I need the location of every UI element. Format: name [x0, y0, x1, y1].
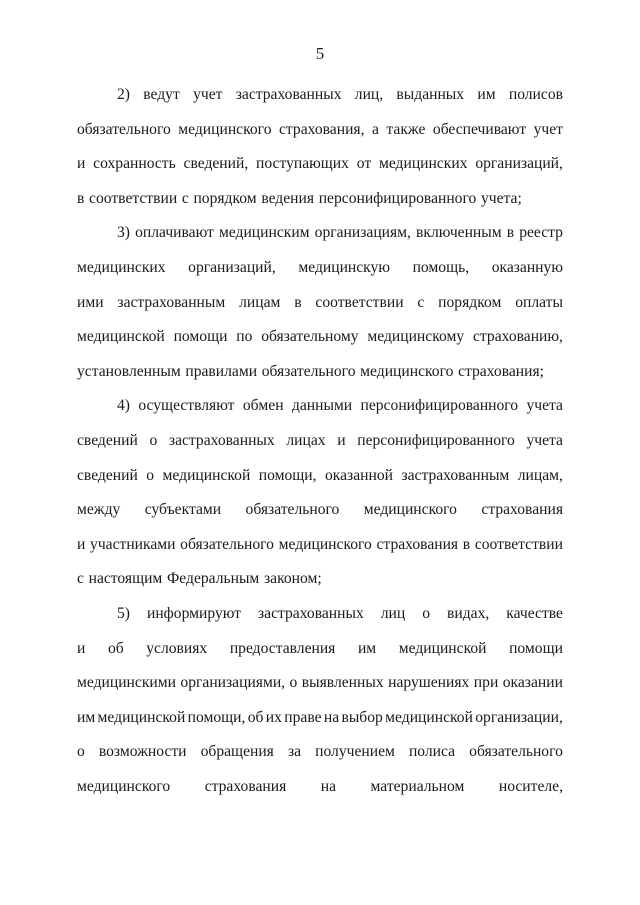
word: сведений — [77, 431, 138, 449]
word: медицинских — [77, 258, 166, 276]
text-line — [77, 320, 563, 355]
word: законом; — [263, 570, 322, 588]
word: соответствии — [315, 293, 404, 311]
word: страхованию, — [472, 328, 563, 346]
word: помощь, — [412, 258, 470, 276]
word: лицам, — [517, 466, 563, 484]
text-line — [77, 424, 563, 459]
word: о — [149, 431, 158, 449]
word: обязательного — [180, 535, 274, 553]
word: обеспечивают — [432, 120, 527, 138]
word: медицинскую — [298, 258, 390, 276]
word: при — [473, 674, 499, 692]
word: получением — [315, 743, 395, 761]
word: выданных — [396, 86, 465, 103]
text-line — [77, 666, 563, 701]
word: выявленных — [301, 674, 384, 692]
word: 5) — [117, 604, 130, 622]
word: о — [77, 743, 85, 761]
word: лиц — [380, 604, 406, 622]
word: обязательного — [245, 501, 340, 519]
word: им — [477, 86, 496, 103]
word: медицинского — [363, 501, 457, 519]
word: обязательного — [469, 743, 563, 761]
word: страхования; — [458, 362, 544, 380]
word: соответствии — [474, 535, 563, 553]
word: участниками — [90, 535, 176, 553]
word: о — [146, 466, 155, 484]
text-line — [77, 113, 563, 148]
word: организаций, — [188, 258, 276, 276]
word: от — [356, 155, 372, 173]
word: между — [77, 501, 121, 519]
word: учета — [526, 397, 563, 415]
word: обязательному — [261, 328, 359, 346]
word: в — [77, 189, 85, 207]
word: материальном — [370, 777, 465, 795]
word: по — [236, 328, 253, 346]
word: на — [323, 708, 340, 726]
word: с — [417, 293, 425, 311]
word: застрахованным — [401, 466, 510, 484]
word: соответствии — [89, 189, 178, 207]
word: медицинской — [385, 708, 473, 726]
word: персонифицированного — [357, 431, 515, 449]
word: предоставления — [229, 639, 336, 657]
word: медицинских — [378, 155, 468, 173]
paragraph — [77, 78, 563, 216]
word: лиц, — [354, 86, 384, 103]
word: страхования — [481, 501, 563, 519]
text-line — [77, 78, 563, 113]
word: медицинскими — [77, 674, 176, 692]
text-line — [77, 389, 563, 424]
word: видах, — [447, 604, 490, 622]
word: полиса — [408, 743, 456, 761]
word: праве — [284, 708, 322, 726]
page-number: 5 — [315, 44, 325, 63]
word: обязательного — [77, 120, 171, 138]
word: застрахованных — [235, 86, 342, 103]
word: 4) — [117, 397, 130, 415]
word: об — [107, 639, 124, 657]
paragraph — [77, 216, 563, 389]
text-line — [77, 355, 563, 390]
text-line — [77, 701, 563, 736]
word: учет — [193, 86, 223, 103]
word: и — [77, 639, 86, 657]
text-line — [77, 286, 563, 321]
word: установленным — [77, 362, 181, 380]
word: о — [422, 604, 431, 622]
text-line — [77, 735, 563, 770]
word: обращения — [200, 743, 274, 761]
text-line — [77, 147, 563, 182]
word: лицах — [286, 431, 326, 449]
word: застрахованным — [117, 293, 226, 311]
word: страхования — [376, 535, 459, 553]
word: в — [294, 293, 302, 311]
word: в — [462, 535, 471, 553]
word: им — [357, 639, 377, 657]
word: их — [265, 708, 282, 726]
word: помощи — [509, 639, 563, 657]
word: настоящим — [88, 570, 163, 588]
word: осуществляют — [138, 397, 235, 415]
word: страхования — [204, 777, 287, 795]
word: за — [287, 743, 302, 761]
word: медицинского — [77, 777, 171, 795]
text-line — [77, 770, 563, 805]
word: выбор — [341, 708, 383, 726]
text-line — [77, 216, 563, 251]
word: медицинской — [77, 328, 165, 346]
word: с — [77, 570, 84, 588]
text-line — [77, 493, 563, 528]
word: об — [247, 708, 264, 726]
word: учета — [526, 431, 563, 449]
word: помощи, — [187, 708, 246, 726]
word: возможности — [98, 743, 187, 761]
word: оплаты — [515, 293, 563, 311]
word: а — [371, 120, 379, 138]
word: с — [181, 189, 189, 207]
word: лицам — [239, 293, 281, 311]
word: порядком — [438, 293, 502, 311]
word: 3) — [117, 224, 130, 242]
text-line — [77, 182, 563, 217]
word: застрахованных — [257, 604, 364, 622]
word: персонифицированного — [360, 397, 519, 415]
word: правилами — [185, 362, 258, 380]
word: организациям, — [314, 224, 411, 242]
paragraph — [77, 597, 563, 805]
word: организации, — [475, 708, 563, 726]
word: персонифицированного — [318, 189, 477, 207]
word: условиях — [146, 639, 208, 657]
text-line — [77, 251, 563, 286]
word: 2) — [117, 86, 130, 103]
word: и — [337, 431, 346, 449]
word: носителе, — [498, 777, 563, 795]
text-line — [77, 562, 563, 597]
word: сведений — [77, 466, 138, 484]
word: на — [320, 777, 337, 795]
word: медицинского — [278, 535, 372, 553]
word: сохранность — [93, 155, 176, 173]
word: ведут — [143, 86, 180, 103]
word: медицинского — [360, 362, 454, 380]
word: медицинским — [218, 224, 310, 242]
word: сведений, — [183, 155, 249, 173]
word: организаций, — [475, 155, 563, 173]
word: медицинской — [398, 639, 487, 657]
word: качестве — [506, 604, 563, 622]
document-body — [77, 78, 563, 804]
word: медицинской — [97, 708, 186, 726]
word: учета; — [480, 189, 522, 207]
text-line — [77, 597, 563, 632]
word: и — [77, 535, 86, 553]
word: помощи — [173, 328, 228, 346]
word: им — [77, 708, 96, 726]
word: оказанной — [325, 466, 393, 484]
word: порядком — [193, 189, 257, 207]
word: и — [77, 155, 86, 173]
word: о — [289, 674, 298, 692]
word: нарушениях — [388, 674, 470, 692]
word: обязательного — [261, 362, 356, 380]
text-line — [77, 632, 563, 667]
word: медицинской — [162, 466, 251, 484]
word: информируют — [146, 604, 241, 622]
text-line — [77, 459, 563, 494]
word: Федеральным — [166, 570, 260, 588]
word: в — [506, 224, 515, 242]
word: также — [386, 120, 426, 138]
word: медицинскому — [367, 328, 465, 346]
word: полисов — [508, 86, 563, 103]
word: оплачивают — [135, 224, 214, 242]
word: медицинского — [178, 120, 272, 138]
word: организациями, — [180, 674, 286, 692]
word: поступающих — [256, 155, 349, 173]
word: включенным — [416, 224, 502, 242]
word: ими — [77, 293, 104, 311]
word: обмен — [242, 397, 284, 415]
word: помощи, — [258, 466, 317, 484]
word: ведения — [261, 189, 315, 207]
word: реестр — [519, 224, 563, 242]
word: данными — [291, 397, 353, 415]
text-line — [77, 528, 563, 563]
word: страхования, — [279, 120, 365, 138]
word: застрахованных — [168, 431, 275, 449]
word: субъектами — [144, 501, 222, 519]
word: учет — [533, 120, 563, 138]
word: оказании — [502, 674, 563, 692]
paragraph — [77, 389, 563, 597]
word: оказанную — [491, 258, 563, 276]
